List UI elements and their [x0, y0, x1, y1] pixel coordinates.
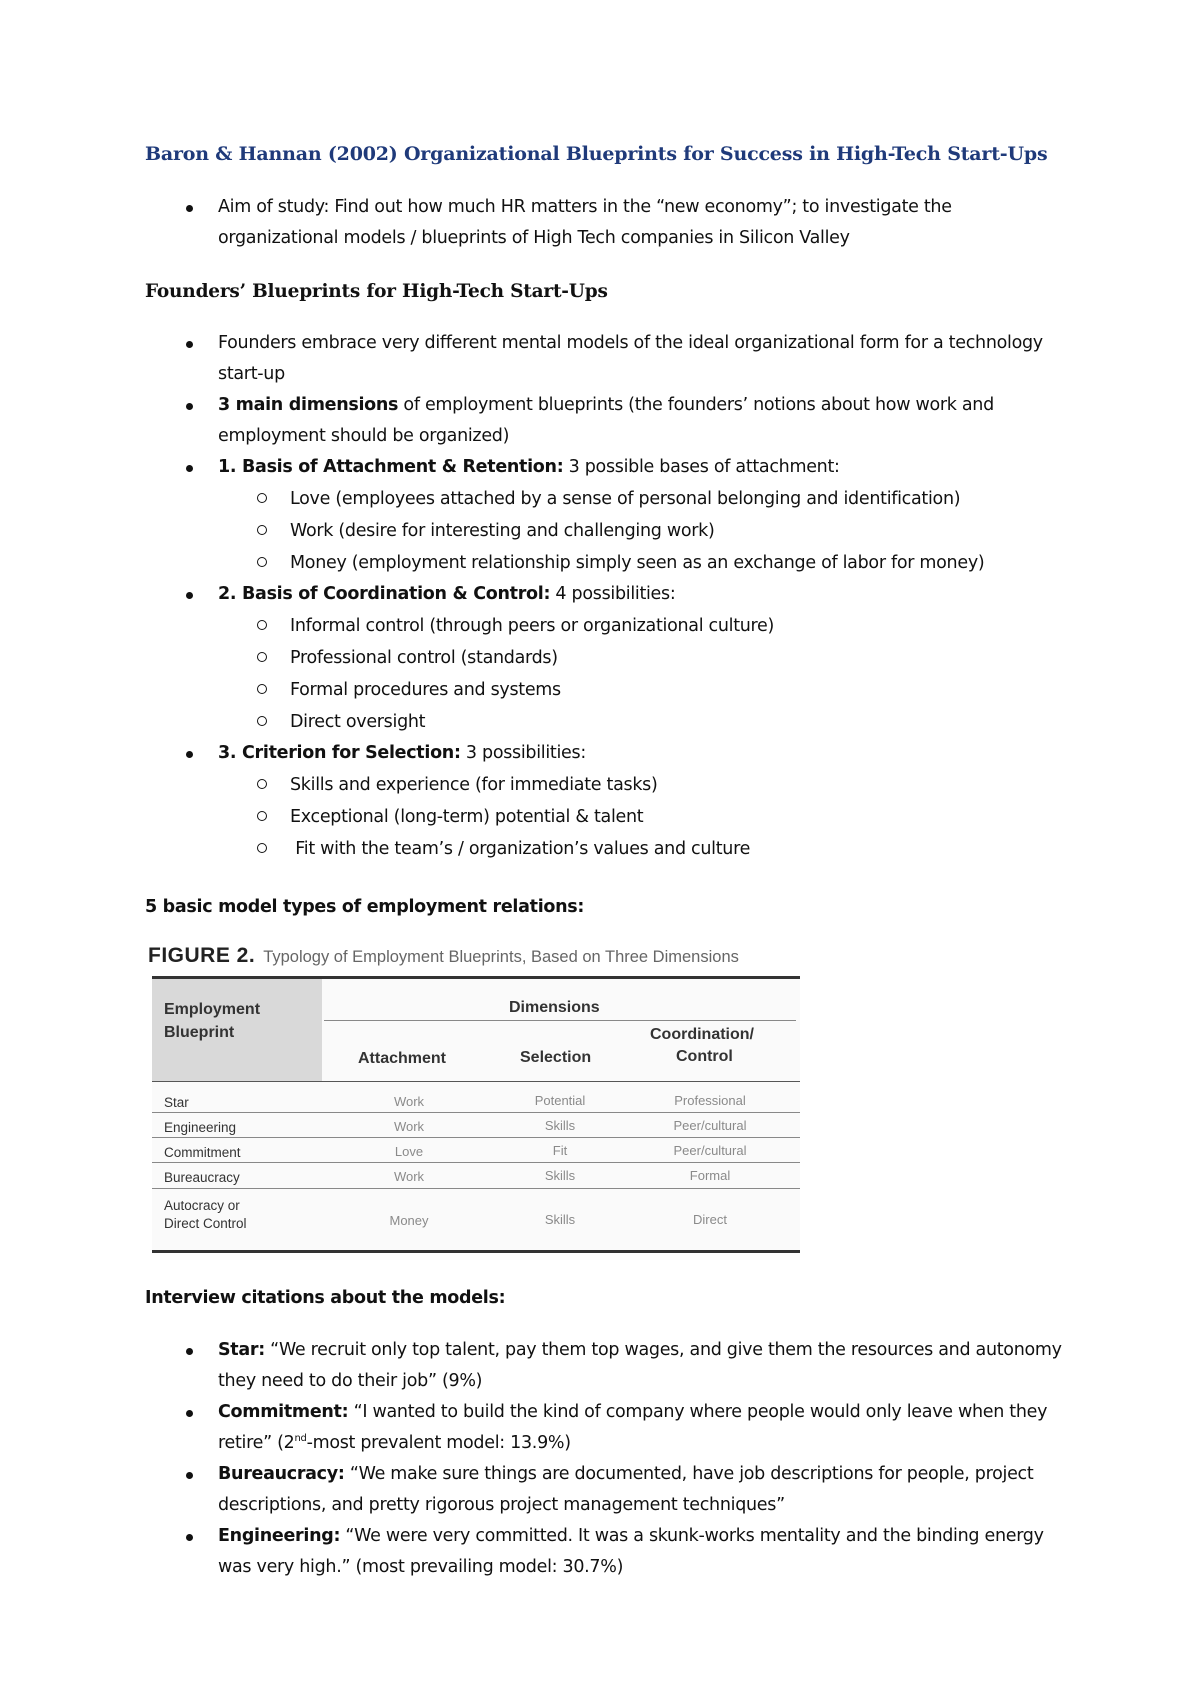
- table-cell: Potential: [534, 1093, 586, 1108]
- sub-list-item: [218, 706, 1068, 738]
- table-cell: Work: [393, 1119, 425, 1134]
- bullet-icon: [186, 205, 193, 212]
- figure-bottom-rule: [152, 1250, 800, 1253]
- founders-list: [0, 328, 1200, 865]
- list-item: [0, 1521, 1068, 1583]
- engineering-quote: “We were very committed. It was a skunk-works mentality and the binding energy was very high.” (most prevailing model: 30.7%): [218, 1526, 1044, 1577]
- table-cell: Peer/cultural: [673, 1143, 747, 1158]
- sub-list-item: [218, 515, 1068, 547]
- sub-item-text: Fit with the team’s / organization’s values and culture: [290, 839, 751, 859]
- aim-text: Aim of study: Find out how much HR matters in the “new economy”; to investigate the organizational models / blueprints of High Tech companies in Silicon Valley: [218, 197, 952, 248]
- col-header-blueprint-2: Blueprint: [164, 1024, 235, 1041]
- circle-bullet-icon: [257, 684, 267, 694]
- document-title: Baron & Hannan (2002) Organizational Blueprints for Success in High-Tech Start-Ups: [145, 143, 1048, 165]
- col-header-coordination-1: Coordination/: [650, 1026, 754, 1043]
- col-header-dimensions: Dimensions: [509, 999, 600, 1016]
- table-cell: Direct: [693, 1212, 727, 1227]
- table-row-name: Direct Control: [164, 1216, 247, 1231]
- bullet-icon: [186, 341, 193, 348]
- sub-item-text: Love (employees attached by a sense of personal belonging and identification): [290, 489, 961, 509]
- bureaucracy-quote: “We make sure things are documented, have job descriptions for people, project descriptions, and pretty rigorous project management techniques”: [218, 1464, 1034, 1515]
- founders-b2-text: of employment blueprints (the founders’ notions about how work and employment should be organized): [218, 395, 994, 446]
- circle-bullet-icon: [257, 779, 267, 789]
- aim-list: [0, 192, 1200, 254]
- commitment-label: Commitment:: [218, 1402, 349, 1422]
- bureaucracy-label: Bureaucracy:: [218, 1464, 345, 1484]
- bullet-icon: [186, 1410, 193, 1417]
- circle-bullet-icon: [257, 557, 267, 567]
- circle-bullet-icon: [257, 493, 267, 503]
- table-cell: Professional: [674, 1093, 746, 1108]
- list-item: [0, 390, 1068, 452]
- sub-item-text: Direct oversight: [290, 712, 426, 732]
- list-item: [0, 452, 1068, 579]
- col-header-attachment: Attachment: [358, 1050, 447, 1067]
- table-cell: Skills: [544, 1118, 576, 1133]
- list-item: [0, 192, 1068, 254]
- circle-bullet-icon: [257, 811, 267, 821]
- list-item: [0, 1335, 1068, 1397]
- table-cell: Skills: [544, 1168, 576, 1183]
- table-row-name: Bureaucracy: [164, 1170, 240, 1185]
- commitment-quote: “I wanted to build the kind of company where people would only leave when they retire” (2: [218, 1402, 1048, 1453]
- sub-item-text: Exceptional (long-term) potential & talent: [290, 807, 644, 827]
- table-row-name: Engineering: [164, 1120, 237, 1135]
- bullet-icon: [186, 1472, 193, 1479]
- sub-list-item: [218, 674, 1068, 706]
- attachment-sublist: [218, 483, 1068, 579]
- circle-bullet-icon: [257, 620, 267, 630]
- row-rule: [152, 1137, 800, 1138]
- sub-list-item: [218, 833, 1068, 865]
- list-item: [0, 1397, 1068, 1459]
- interview-heading: Interview citations about the models:: [145, 1288, 506, 1308]
- table-row-name: Commitment: [164, 1145, 241, 1160]
- founders-b4-bold: 2. Basis of Coordination & Control:: [218, 584, 551, 604]
- list-item: [0, 579, 1068, 738]
- table-cell: Skills: [544, 1212, 576, 1227]
- bullet-icon: [186, 592, 193, 599]
- founders-heading: Founders’ Blueprints for High-Tech Start-Ups: [145, 281, 608, 302]
- sub-list-item: [218, 769, 1068, 801]
- founders-b3-bold: 1. Basis of Attachment & Retention:: [218, 457, 564, 477]
- bullet-icon: [186, 465, 193, 472]
- sub-item-text: Professional control (standards): [290, 648, 558, 668]
- table-row-name: Autocracy or: [164, 1198, 240, 1213]
- bullet-icon: [186, 403, 193, 410]
- sub-item-text: Money (employment relationship simply seen as an exchange of labor for money): [290, 553, 985, 573]
- row-rule: [152, 1188, 800, 1189]
- circle-bullet-icon: [257, 652, 267, 662]
- founders-b1-text: Founders embrace very different mental models of the ideal organizational form for a technology start-up: [218, 333, 1043, 384]
- table-cell: Love: [394, 1144, 424, 1159]
- star-label: Star:: [218, 1340, 265, 1360]
- header-rule: [152, 1081, 800, 1082]
- bullet-icon: [186, 751, 193, 758]
- table-cell: Peer/cultural: [673, 1118, 747, 1133]
- figure-title: [148, 944, 739, 968]
- sub-list-item: [218, 610, 1068, 642]
- list-item: [0, 328, 1068, 390]
- figure-caption: Typology of Employment Blueprints, Based on Three Dimensions: [263, 948, 739, 966]
- bullet-icon: [186, 1534, 193, 1541]
- table-cell: Work: [393, 1169, 425, 1184]
- ordinal-suffix: nd: [294, 1433, 307, 1445]
- circle-bullet-icon: [257, 716, 267, 726]
- engineering-label: Engineering:: [218, 1526, 341, 1546]
- interview-list: [0, 1335, 1200, 1583]
- figure-label: FIGURE 2.: [148, 944, 256, 967]
- sub-item-text: Work (desire for interesting and challenging work): [290, 521, 715, 541]
- sub-list-item: [218, 642, 1068, 674]
- table-row-name: Star: [164, 1095, 189, 1110]
- list-item: [0, 738, 1068, 865]
- sub-list-item: [218, 483, 1068, 515]
- sub-list-item: [218, 547, 1068, 579]
- founders-b5-bold: 3. Criterion for Selection:: [218, 743, 461, 763]
- row-rule: [152, 1112, 800, 1113]
- list-item: [0, 1459, 1068, 1521]
- col-header-coordination-2: Control: [676, 1048, 733, 1065]
- founders-b2-bold: 3 main dimensions: [218, 395, 399, 415]
- models-heading: 5 basic model types of employment relations:: [145, 897, 585, 917]
- founders-b5-text: 3 possibilities:: [460, 743, 586, 763]
- table-cell: Fit: [552, 1143, 568, 1158]
- col-header-selection: Selection: [520, 1049, 592, 1066]
- coordination-sublist: [218, 610, 1068, 738]
- commitment-quote-end: -most prevalent model: 13.9%): [306, 1433, 571, 1453]
- table-cell: Money: [389, 1213, 429, 1228]
- dimensions-rule: [324, 1020, 796, 1021]
- sub-item-text: Formal procedures and systems: [290, 680, 561, 700]
- selection-sublist: [218, 769, 1068, 865]
- col-header-blueprint-1: Employment: [164, 1001, 261, 1018]
- figure-top-rule: [152, 976, 800, 979]
- table-cell: Work: [393, 1094, 425, 1109]
- sub-item-text: Informal control (through peers or organizational culture): [290, 616, 775, 636]
- founders-b4-text: 4 possibilities:: [550, 584, 676, 604]
- row-rule: [152, 1162, 800, 1163]
- sub-list-item: [218, 801, 1068, 833]
- circle-bullet-icon: [257, 525, 267, 535]
- table-cell: Formal: [689, 1168, 731, 1183]
- bullet-icon: [186, 1348, 193, 1355]
- circle-bullet-icon: [257, 843, 267, 853]
- sub-item-text: Skills and experience (for immediate tasks): [290, 775, 658, 795]
- star-quote: “We recruit only top talent, pay them top wages, and give them the resources and autonomy they need to do their job” (9%): [218, 1340, 1062, 1391]
- founders-b3-text: 3 possible bases of attachment:: [563, 457, 840, 477]
